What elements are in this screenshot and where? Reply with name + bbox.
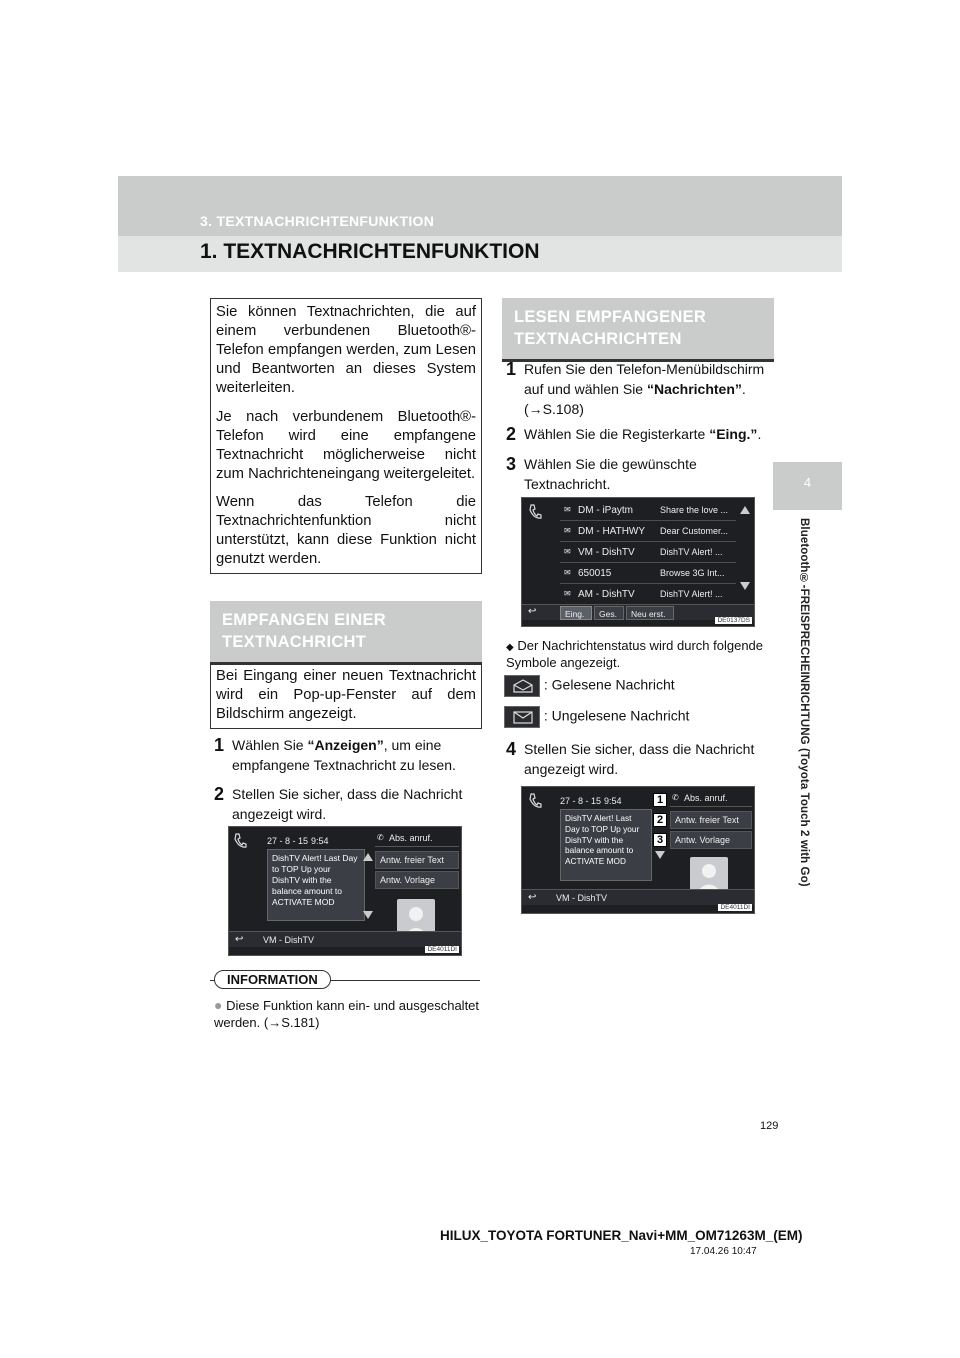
bullet-icon: ●	[214, 997, 223, 1013]
intro-paragraph: Sie können Textnachrichten, die auf einem verbundenen Bluetooth®-Telefon empfangen werden, zum Lesen und Beantworten an dieses System weiterleiten.	[216, 304, 476, 396]
call-back-button[interactable]: ✆ Abs. anruf.	[670, 791, 752, 807]
tab-new-first[interactable]: Neu erst.	[626, 606, 674, 620]
phone-icon	[528, 793, 542, 809]
time: 9:54	[604, 796, 622, 806]
status-note: ◆ Der Nachrichtenstatus wird durch folgende Symbole angezeigt.	[506, 638, 764, 670]
reply-free-text-button[interactable]: Antw. freier Text	[670, 811, 752, 829]
unread-legend: : Ungelesene Nachricht	[504, 706, 689, 728]
callout-2: 2	[653, 813, 667, 827]
reply-template-button[interactable]: Antw. Vorlage	[375, 871, 459, 889]
section-heading: EMPFANGEN EINER TEXTNACHRICHT	[210, 601, 482, 665]
information-label: INFORMATION	[214, 970, 331, 989]
step-3: 3 Wählen Sie die gewünschte Textnachricht.	[506, 454, 697, 492]
bullet-diamond-icon: ◆	[506, 642, 514, 653]
time: 9:54	[311, 836, 329, 846]
message-body: DishTV Alert! Last Day to TOP Up your DishTV with the balance amount to ACTIVATE MOD	[267, 849, 365, 921]
callout-1: 1	[653, 793, 667, 807]
list-item[interactable]: ✉ VM - DishTV DishTV Alert! ...	[560, 542, 736, 563]
scroll-down-icon[interactable]	[740, 582, 750, 590]
list-item[interactable]: ✉ 650015 Browse 3G Int...	[560, 563, 736, 584]
step-4: 4 Stellen Sie sicher, dass die Nachricht angezeigt wird.	[506, 739, 755, 777]
phone-icon	[233, 833, 247, 849]
bottom-bar	[522, 889, 755, 905]
call-back-button[interactable]: ✆ Abs. anruf.	[375, 831, 459, 847]
callout-3: 3	[653, 833, 667, 847]
read-legend: : Gelesene Nachricht	[504, 675, 675, 697]
scroll-up-icon[interactable]	[363, 853, 373, 861]
back-icon[interactable]: ↩	[528, 606, 537, 617]
screenshot-message-callouts	[521, 786, 755, 914]
tab-inbox[interactable]: Eing.	[560, 606, 592, 620]
information-note: ● Diese Funktion kann ein- und ausgeschaltet werden. (→S.181)	[214, 997, 480, 1030]
message-list	[560, 500, 736, 604]
intro-paragraph: Je nach verbundenem Bluetooth®-Telefon wird eine empfangene Textnachricht möglicherweise nicht zum Nachrichteneingang weitergeleitet.	[216, 408, 476, 482]
date: 27 - 8 - 15	[267, 836, 309, 846]
list-item[interactable]: ✉ DM - iPaytm Share the love ...	[560, 500, 736, 521]
chapter-tab: 4	[773, 462, 842, 510]
scroll-down-icon[interactable]	[655, 851, 665, 859]
image-code: DE0137DS	[717, 617, 750, 624]
section-label: 3. TEXTNACHRICHTENFUNKTION	[200, 213, 435, 229]
step-2: 2 Wählen Sie die Registerkarte “Eing.”.	[506, 424, 762, 444]
list-item[interactable]: ✉ AM - DishTV DishTV Alert! ...	[560, 584, 736, 605]
date: 27 - 8 - 15	[560, 796, 602, 806]
page-number: 129	[760, 1120, 779, 1132]
intro-paragraph: Wenn das Telefon die Textnachrichtenfunktion nicht unterstützt, kann diese Funktion nicht genutzt werden.	[216, 494, 476, 568]
step-2: 2 Stellen Sie sicher, dass die Nachricht angezeigt wird.	[214, 784, 463, 822]
reply-free-text-button[interactable]: Antw. freier Text	[375, 851, 459, 869]
scroll-up-icon[interactable]	[740, 506, 750, 514]
bottom-bar	[229, 931, 462, 947]
image-code: DE4011DI	[720, 904, 750, 911]
reply-template-button[interactable]: Antw. Vorlage	[670, 831, 752, 849]
sender-name: VM - DishTV	[263, 935, 315, 945]
chapter-title-vertical: Bluetooth®-FREISPRECHEINRICHTUNG (Toyota Touch 2 with Go)	[798, 518, 810, 887]
print-date: 17.04.26 10:47	[690, 1246, 757, 1257]
step-1: 1 Wählen Sie “Anzeigen”, um eine empfangene Textnachricht zu lesen.	[214, 735, 456, 773]
tab-sent[interactable]: Ges.	[594, 606, 624, 620]
phone-icon	[528, 504, 542, 520]
message-body: DishTV Alert! Last Day to TOP Up your DishTV with the balance amount to ACTIVATE MOD	[560, 809, 652, 881]
document-id: HILUX_TOYOTA FORTUNER_Navi+MM_OM71263M_(EM)	[440, 1228, 803, 1243]
section-heading: LESEN EMPFANGENER TEXTNACHRICHTEN	[502, 298, 774, 362]
screenshot-message-popup	[228, 826, 462, 956]
step-1: 1 Rufen Sie den Telefon-Menübildschirm auf und wählen Sie “Nachrichten”. (→S.108)	[506, 359, 765, 417]
unread-message-icon	[504, 706, 540, 728]
scroll-down-icon[interactable]	[363, 911, 373, 919]
screenshot-inbox	[521, 497, 755, 627]
page-title: 1. TEXTNACHRICHTENFUNKTION	[200, 240, 540, 263]
back-icon[interactable]: ↩	[235, 934, 244, 945]
back-icon[interactable]: ↩	[528, 892, 537, 903]
image-code: DE4011DI	[427, 946, 457, 953]
sender-name: VM - DishTV	[556, 893, 608, 903]
read-message-icon	[504, 675, 540, 697]
intro-box	[210, 298, 482, 574]
list-item[interactable]: ✉ DM - HATHWY Dear Customer...	[560, 521, 736, 542]
info-box: Bei Eingang einer neuen Textnachricht wird ein Pop-up-Fenster auf dem Bildschirm angezeigt.	[210, 662, 482, 729]
